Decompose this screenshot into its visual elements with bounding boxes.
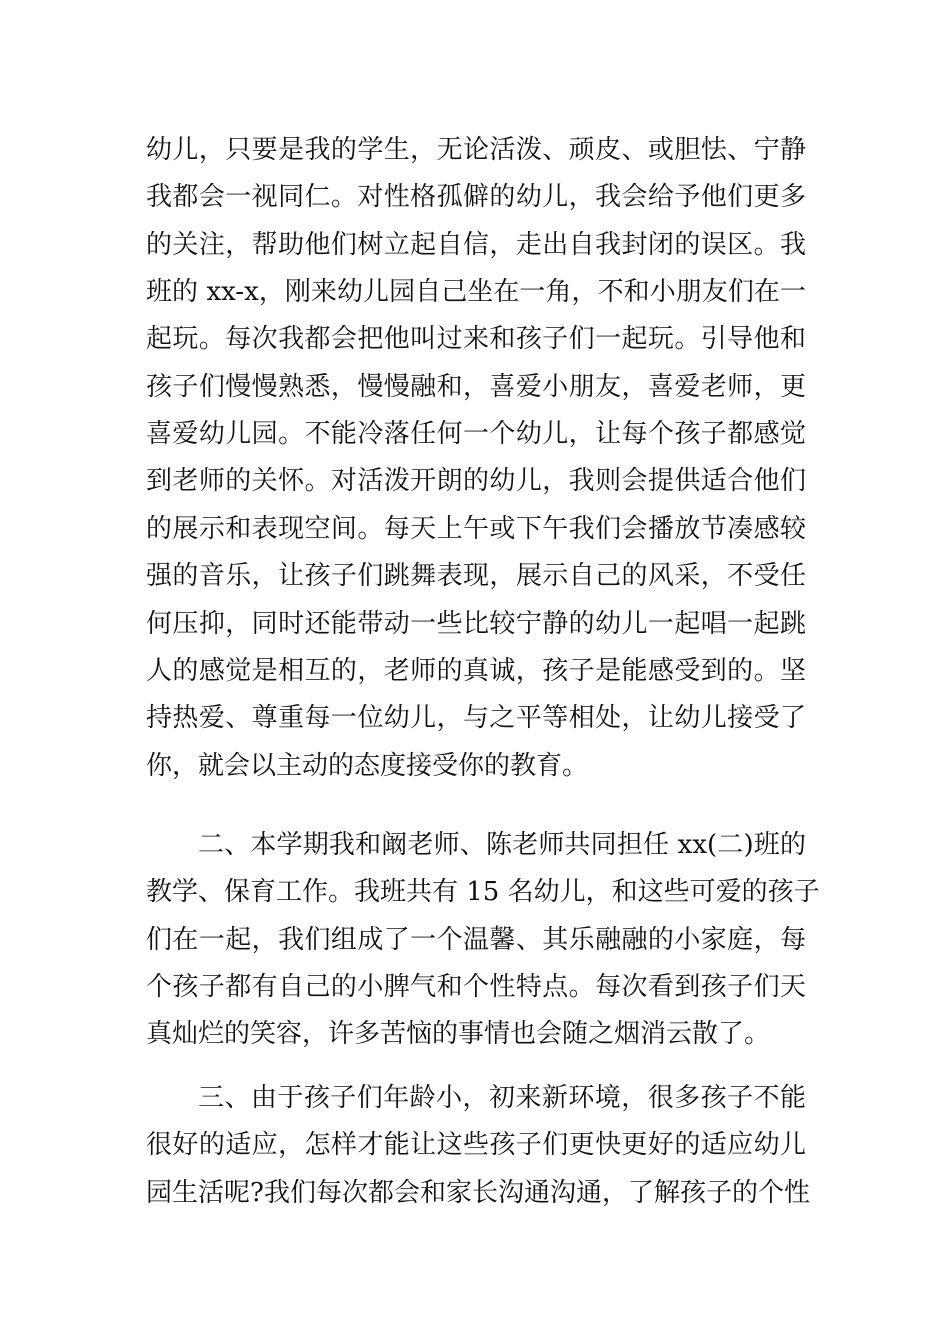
text-line: 园生活呢?我们每次都会和家长沟通沟通，了解孩子的个性 (146, 1178, 810, 1208)
text-line: 起玩。每次我都会把他叫过来和孩子们一起玩。引导他和 (146, 324, 806, 354)
text-line: 真灿烂的笑容，许多苦恼的事情也会随之烟消云散了。 (146, 1019, 771, 1049)
text-line: 到老师的关怀。对活泼开朗的幼儿，我则会提供适合他们 (146, 466, 806, 496)
text-line: 持热爱、尊重每一位幼儿，与之平等相处，让幼儿接受了 (146, 703, 806, 733)
text-line: 们在一起，我们组成了一个温馨、其乐融融的小家庭，每 (146, 925, 806, 955)
text-line: 我都会一视同仁。对性格孤僻的幼儿，我会给予他们更多 (146, 182, 806, 212)
text-line: 喜爱幼儿园。不能冷落任何一个幼儿，让每个孩子都感觉 (146, 419, 806, 449)
text-line: 教学、保育工作。我班共有 15 名幼儿，和这些可爱的孩子 (146, 877, 820, 907)
text-line: 孩子们慢慢熟悉，慢慢融和，喜爱小朋友，喜爱老师，更 (146, 372, 806, 402)
text-line: 幼儿，只要是我的学生，无论活泼、顽皮、或胆怯、宁静 (146, 135, 806, 165)
text-line: 很好的适应，怎样才能让这些孩子们更快更好的适应幼儿 (146, 1130, 806, 1160)
text-line: 强的音乐，让孩子们跳舞表现，展示自己的风采，不受任 (146, 561, 806, 591)
text-line: 你，就会以主动的态度接受你的教育。 (146, 751, 589, 781)
text-line: 班的 xx-x，刚来幼儿园自己坐在一角，不和小朋友们在一 (146, 277, 806, 307)
paragraph-3-first-line: 三、由于孩子们年龄小，初来新环境，很多孩子不能 (198, 1083, 806, 1113)
text-line: 何压抑，同时还能带动一些比较宁静的幼儿一起唱一起跳 (146, 609, 806, 639)
paragraph-2-first-line: 二、本学期我和阚老师、陈老师共同担任 xx(二)班的 (198, 830, 806, 860)
text-line: 个孩子都有自己的小脾气和个性特点。每次看到孩子们天 (146, 972, 806, 1002)
text-line: 的展示和表现空间。每天上午或下午我们会播放节凑感较 (146, 514, 806, 544)
text-line: 的关注，帮助他们树立起自信，走出自我封闭的误区。我 (146, 230, 806, 260)
text-line: 人的感觉是相互的，老师的真诚，孩子是能感受到的。坚 (146, 656, 806, 686)
